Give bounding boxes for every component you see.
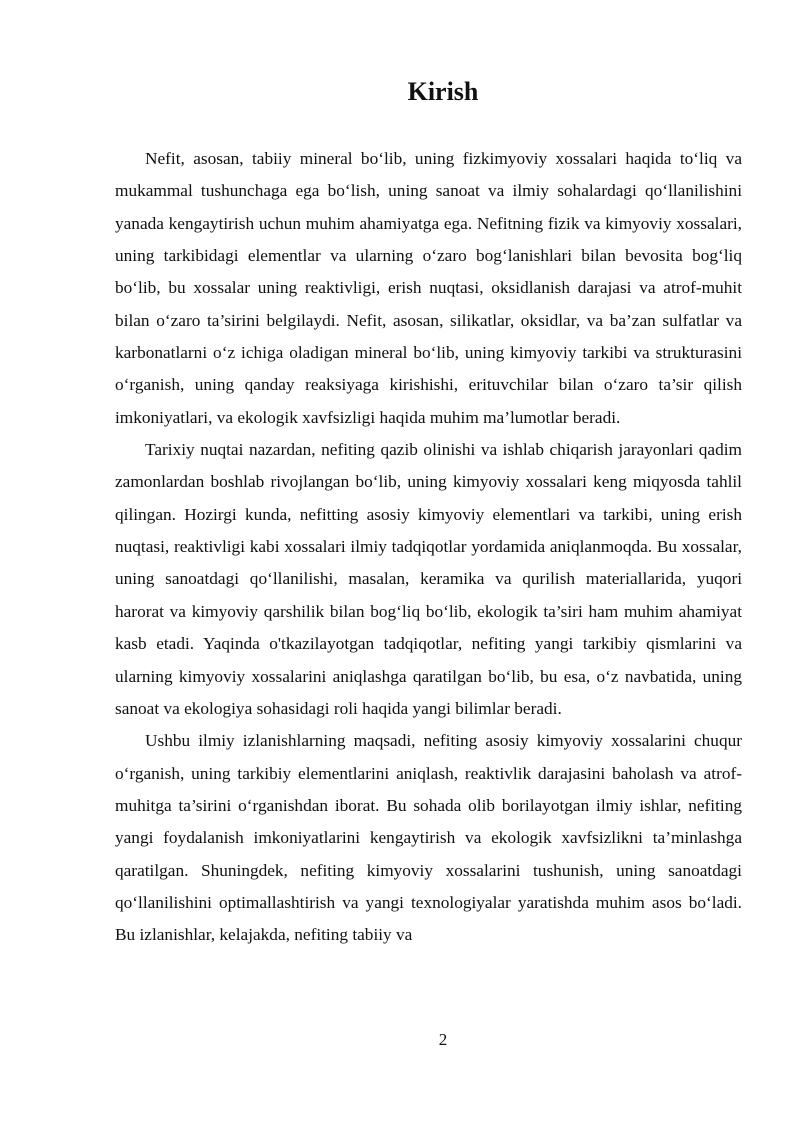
body-text: [115, 143, 742, 952]
paragraph-2: Tarixiy nuqtai nazardan, nefiting qazib olinishi va ishlab chiqarish jarayonlari qadim zamonlardan boshlab rivojlangan bo‘lib, uning kimyoviy xossalari keng miqyosda tahlil qilingan. Hozirgi kunda, nefitting asosiy kimyoviy elementlari va tarkibi, uning erish nuqtasi, reaktivligi kabi xossalari ilmiy tadqiqotlar yordamida aniqlanmoqda. Bu xossalar, uning sanoatdagi qo‘llanilishi, masalan, keramika va qurilish materiallarida, yuqori harorat va kimyoviy qarshilik bilan bog‘liq bo‘lib, ekologik ta’siri ham muhim ahamiyat kasb etadi. Yaqinda o'tkazilayotgan tadqiqotlar, nefiting yangi tarkibiy qismlarini va ularning kimyoviy xossalarini aniqlashga qaratilgan bo‘lib, bu esa, o‘z navbatida, uning sanoat va ekologiya sohasidagi roli haqida yangi bilimlar beradi.: [115, 440, 742, 718]
page-title: Kirish: [407, 77, 479, 106]
paragraph-3: Ushbu ilmiy izlanishlarning maqsadi, nefiting asosiy kimyoviy xossalarini chuqur o‘rganish, uning tarkibiy elementlarini aniqlash, reaktivlik darajasini baholash va atrof-muhitga ta’sirini o‘rganishdan iborat. Bu sohada olib borilayotgan ilmiy ishlar, nefiting yangi foydalanish imkoniyatlarini kengaytirish va ekologik xavfsizlikni ta’minlashga qaratilgan. Shuningdek, nefiting kimyoviy xossalarini tushunish, uning sanoatdagi qo‘llanilishini optimallashtirish va yangi texnologiyalar yaratishda muhim asos bo‘ladi. Bu izlanishlar, kelajakda, nefiting tabiiy va: [115, 731, 742, 945]
paragraph-1: Nefit, asosan, tabiiy mineral bo‘lib, uning fizkimyoviy xossalari haqida to‘liq va mukammal tushunchaga ega bo‘lish, uning sanoat va ilmiy sohalardagi qo‘llanilishini yanada kengaytirish uchun muhim ahamiyatga ega. Nefitning fizik va kimyoviy xossalari, uning tarkibidagi elementlar va ularning o‘zaro bog‘lanishlari bilan bevosita bog‘liq bo‘lib, bu xossalar uning reaktivligi, erish nuqtasi, oksidlanish darajasi va atrof-muhit bilan o‘zaro ta’sirini belgilaydi. Nefit, asosan, silikatlar, oksidlar, va ba’zan sulfatlar va karbonatlarni o‘z ichiga oladigan mineral bo‘lib, uning kimyoviy tarkibi va strukturasini o‘rganish, uning qanday reaksiyaga kirishishi, erituvchilar bilan o‘zaro ta’sir qilish imkoniyatlari, va ekologik xavfsizligi haqida muhim ma’lumotlar beradi.: [115, 149, 742, 427]
page-number: 2: [438, 1030, 448, 1049]
